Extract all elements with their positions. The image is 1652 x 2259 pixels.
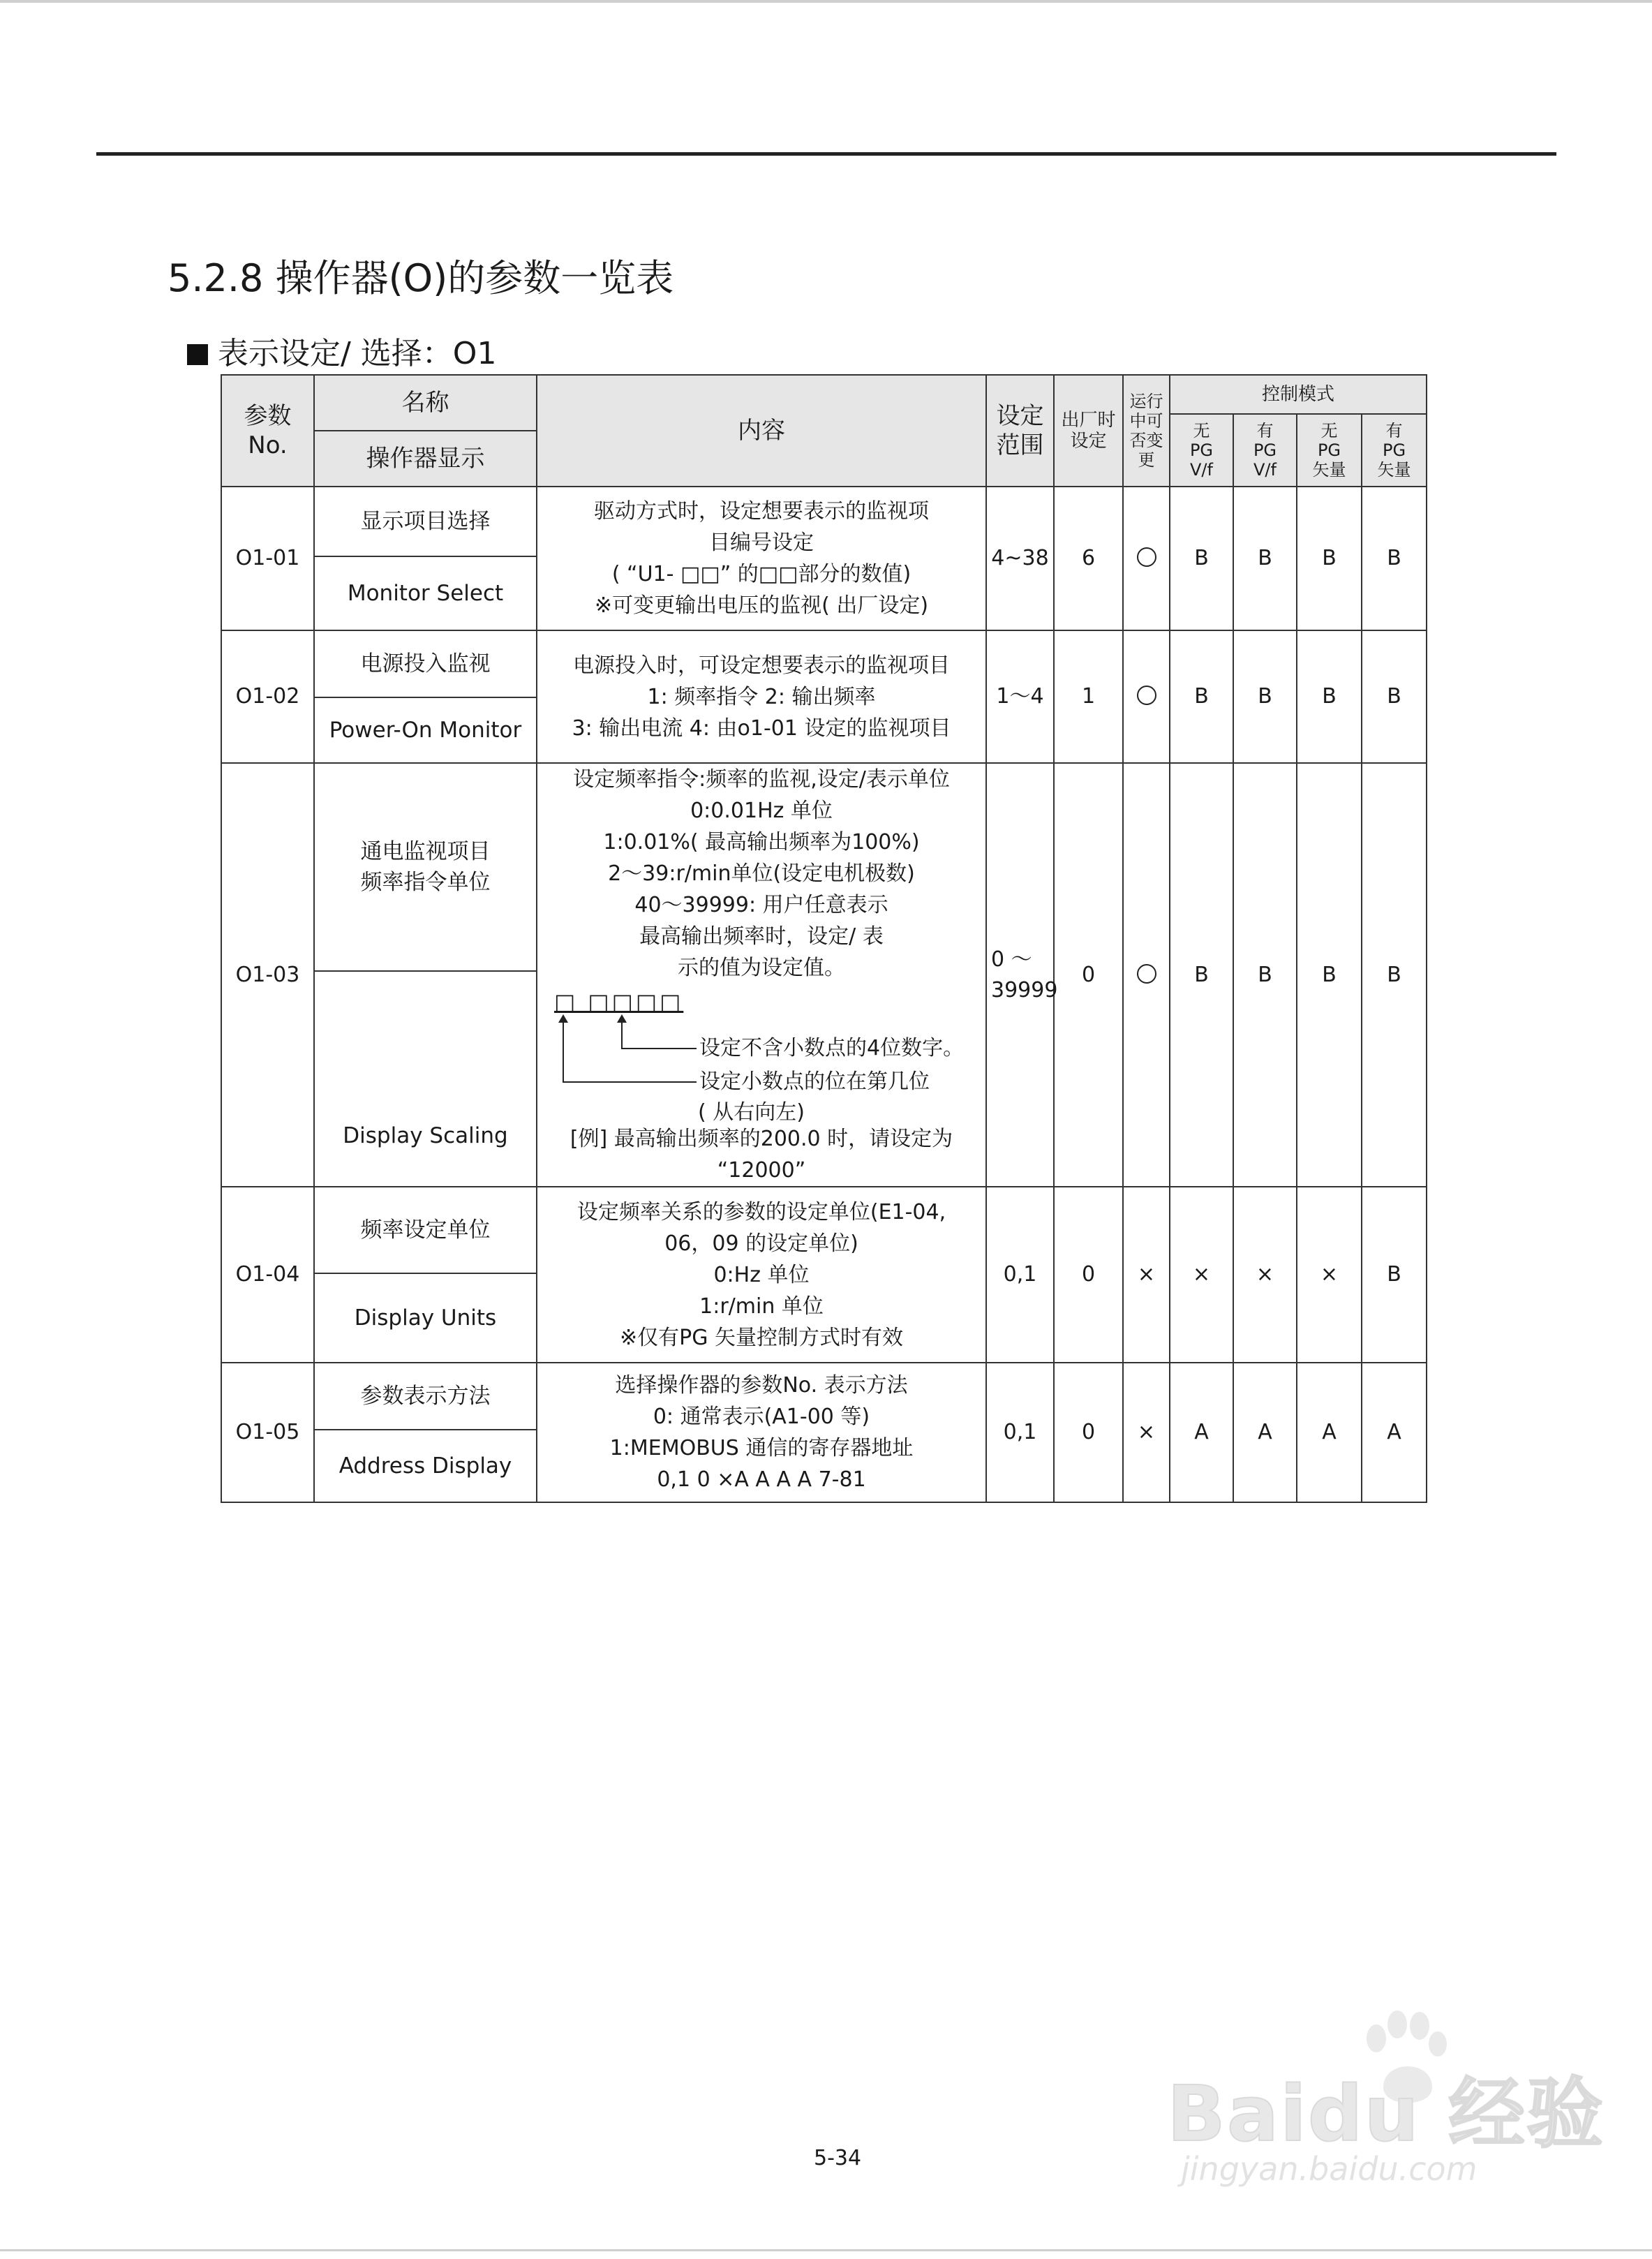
diagram-text: 设定不含小数点的4位数字。 [699, 1036, 965, 1060]
mode-4-l1: 有 [1385, 421, 1403, 440]
decimal-point-diagram [537, 986, 985, 1125]
range-line: 0 ～ [991, 947, 1032, 972]
header-content: 内容 [537, 375, 986, 487]
param-no: O1-05 [221, 1363, 314, 1502]
mode-value: B [1362, 487, 1427, 630]
mode-value: A [1362, 1363, 1427, 1502]
subsection-title-text: 表示设定/ 选择：O1 [218, 336, 497, 371]
header-param-no [221, 375, 314, 487]
content-line: 1: 频率指令 2: 输出频率 [647, 684, 876, 709]
default-value: 0 [1054, 1363, 1123, 1502]
mode-1-l3: V/f [1190, 460, 1213, 480]
param-no: O1-01 [221, 487, 314, 630]
header-range-1: 设定 [996, 402, 1044, 430]
circle-icon [1137, 964, 1156, 984]
mode-2-l2: PG [1253, 440, 1277, 460]
content-line: ※可变更输出电压的监视( 出厂设定) [594, 593, 929, 618]
content-line: 0:Hz 单位 [713, 1262, 810, 1287]
range [986, 763, 1058, 1187]
header-name: 名称 [314, 375, 537, 431]
header-runtime-3: 否变 [1129, 431, 1163, 450]
header-param-no-en: No. [248, 431, 288, 459]
header-row-1 [221, 375, 1427, 414]
page-number: 5-34 [814, 2146, 862, 2170]
content-line: 06，09 的设定单位) [664, 1231, 858, 1256]
content-line: 电源投入时，可设定想要表示的监视项目 [573, 653, 950, 678]
mode-3-l1: 无 [1320, 421, 1338, 440]
header-factory-2: 设定 [1070, 431, 1107, 452]
diagram-line [621, 1019, 623, 1049]
default-value: 6 [1054, 487, 1123, 630]
mode-2-l3: V/f [1253, 460, 1277, 480]
mode-value: A [1170, 1363, 1233, 1502]
name-en: Display Units [314, 1273, 537, 1363]
header-range [986, 375, 1054, 487]
mode-value: B [1297, 487, 1362, 630]
content-cell [537, 1187, 986, 1363]
header-param-no-cn: 参数 [244, 402, 292, 430]
content-line: 0:0.01Hz 单位 [690, 799, 833, 823]
header-runtime-change [1123, 375, 1170, 487]
header-rule [96, 152, 1556, 156]
mode-1-l1: 无 [1193, 421, 1210, 440]
table-row-o1-03 [221, 763, 1427, 971]
range: 0,1 [986, 1363, 1054, 1502]
content-line: 0,1 0 ×A A A A 7-81 [657, 1467, 866, 1492]
table-row-o1-01 [221, 487, 1427, 556]
content-line: 1:r/min 单位 [699, 1294, 824, 1319]
header-runtime-4: 更 [1138, 450, 1155, 470]
range: 4~38 [986, 487, 1054, 630]
content-line: 3: 输出电流 4: 由o1-01 设定的监视项目 [572, 716, 951, 741]
page-border-top [0, 0, 1652, 3]
range: 0,1 [986, 1187, 1054, 1363]
content-line: 最高输出频率时，设定/ 表 [639, 924, 884, 949]
header-mode-3 [1297, 414, 1362, 487]
default-value: 0 [1054, 1187, 1123, 1363]
name-cn: 电源投入监视 [314, 630, 537, 697]
name-cn: 频率设定单位 [314, 1187, 537, 1273]
content-line: 0: 通常表示(A1-00 等) [653, 1405, 870, 1429]
diagram-line [563, 1081, 697, 1083]
mode-value: B [1297, 763, 1362, 1187]
header-operator-display: 操作器显示 [314, 431, 537, 487]
table-row-o1-05 [221, 1363, 1427, 1430]
content-line: 2～39:r/min单位(设定电机极数) [608, 861, 915, 886]
mode-3-l3: 矢量 [1312, 460, 1346, 480]
mode-4-l2: PG [1382, 440, 1406, 460]
diagram-line [563, 1019, 564, 1083]
mode-value: B [1170, 630, 1233, 763]
name-cn: 参数表示方法 [314, 1363, 537, 1430]
mode-value: B [1362, 1187, 1427, 1363]
default-value: 1 [1054, 630, 1123, 763]
table-row-o1-02 [221, 630, 1427, 697]
table-row-o1-04 [221, 1187, 1427, 1273]
subsection-title [187, 328, 496, 373]
watermark-brand: Baidu 经验 [1167, 2069, 1605, 2158]
name-cn-line: 通电监视项目 [360, 839, 491, 865]
digit-boxes: □ □□□□ [554, 988, 684, 1015]
parameter-table [221, 374, 1427, 1503]
header-mode-4 [1362, 414, 1427, 487]
header-factory-1: 出厂时 [1061, 410, 1116, 431]
diagram-line [621, 1048, 697, 1049]
content-line: 1:MEMOBUS 通信的寄存器地址 [609, 1436, 914, 1460]
baidu-watermark [1167, 2010, 1605, 2192]
param-no: O1-04 [221, 1187, 314, 1363]
name-en: Power-On Monitor [314, 697, 537, 763]
mode-4-l3: 矢量 [1377, 460, 1411, 480]
mode-value: B [1233, 487, 1297, 630]
default-value: 0 [1054, 763, 1123, 1187]
content-line: [例] 最高输出频率的200.0 时，请设定为 [570, 1127, 953, 1151]
name-cn-line: 频率指令单位 [360, 870, 491, 896]
mode-value: A [1233, 1363, 1297, 1502]
content-line: 40～39999: 用户任意表示 [634, 893, 888, 917]
header-runtime-1: 运行 [1129, 392, 1163, 411]
mode-value: A [1297, 1363, 1362, 1502]
section-title: 5.2.8 操作器(O)的参数一览表 [168, 256, 674, 300]
mode-1-l2: PG [1189, 440, 1214, 460]
content-line: 选择操作器的参数No. 表示方法 [615, 1373, 908, 1398]
header-runtime-2: 中可 [1129, 411, 1163, 431]
header-control-mode: 控制模式 [1170, 375, 1427, 414]
content-line: 设定频率关系的参数的设定单位(E1-04, [576, 1199, 946, 1224]
watermark-url: jingyan.baidu.com [1181, 2150, 1478, 2188]
name-cn: 显示项目选择 [314, 487, 537, 556]
mode-value: B [1297, 630, 1362, 763]
header-range-2: 范围 [996, 431, 1044, 459]
content-line: “12000” [717, 1158, 806, 1183]
content-cell [537, 763, 986, 1187]
mode-value: × [1233, 1187, 1297, 1363]
content-cell [537, 1363, 986, 1502]
name-en: Display Scaling [314, 971, 537, 1187]
circle-icon [1137, 686, 1156, 705]
content-line: ※仅有PG 矢量控制方式时有效 [619, 1325, 903, 1350]
header-mode-2 [1233, 414, 1297, 487]
mode-value: B [1170, 487, 1233, 630]
content-line: ( “U1- □□” 的□□部分的数值) [611, 562, 911, 586]
diagram-text: 设定小数点的位在第几位 [699, 1069, 930, 1094]
content-line: 1:0.01%( 最高输出频率为100%) [603, 830, 920, 854]
mode-value: × [1170, 1187, 1233, 1363]
content-cell [537, 487, 986, 630]
square-bullet-icon [187, 344, 208, 365]
runtime-change [1123, 763, 1170, 1187]
diagram-text: ( 从右向左) [698, 1100, 805, 1125]
runtime-change [1123, 630, 1170, 763]
runtime-change: × [1123, 1187, 1170, 1363]
mode-value: B [1362, 763, 1427, 1187]
mode-2-l1: 有 [1256, 421, 1274, 440]
header-mode-1 [1170, 414, 1233, 487]
runtime-change [1123, 487, 1170, 630]
param-no: O1-02 [221, 630, 314, 763]
circle-icon [1137, 547, 1156, 567]
name-en: Address Display [314, 1430, 537, 1502]
content-line: 目编号设定 [709, 531, 814, 555]
runtime-change: × [1123, 1363, 1170, 1502]
range: 1～4 [986, 630, 1054, 763]
name-en: Monitor Select [314, 556, 537, 630]
page-border-bottom [0, 2249, 1652, 2251]
content-line: 设定频率指令:频率的监视,设定/表示单位 [573, 767, 950, 792]
mode-value: B [1170, 763, 1233, 1187]
mode-3-l2: PG [1317, 440, 1341, 460]
mode-value: B [1362, 630, 1427, 763]
content-cell [537, 630, 986, 763]
header-factory-default [1054, 375, 1123, 487]
content-line: 示的值为设定值。 [678, 956, 845, 980]
range-line: 39999 [991, 977, 1058, 1002]
mode-value: B [1233, 763, 1297, 1187]
mode-value: × [1297, 1187, 1362, 1363]
name-cn [314, 763, 537, 971]
mode-value: B [1233, 630, 1297, 763]
content-line: 驱动方式时，设定想要表示的监视项 [594, 499, 929, 524]
param-no: O1-03 [221, 763, 314, 1187]
